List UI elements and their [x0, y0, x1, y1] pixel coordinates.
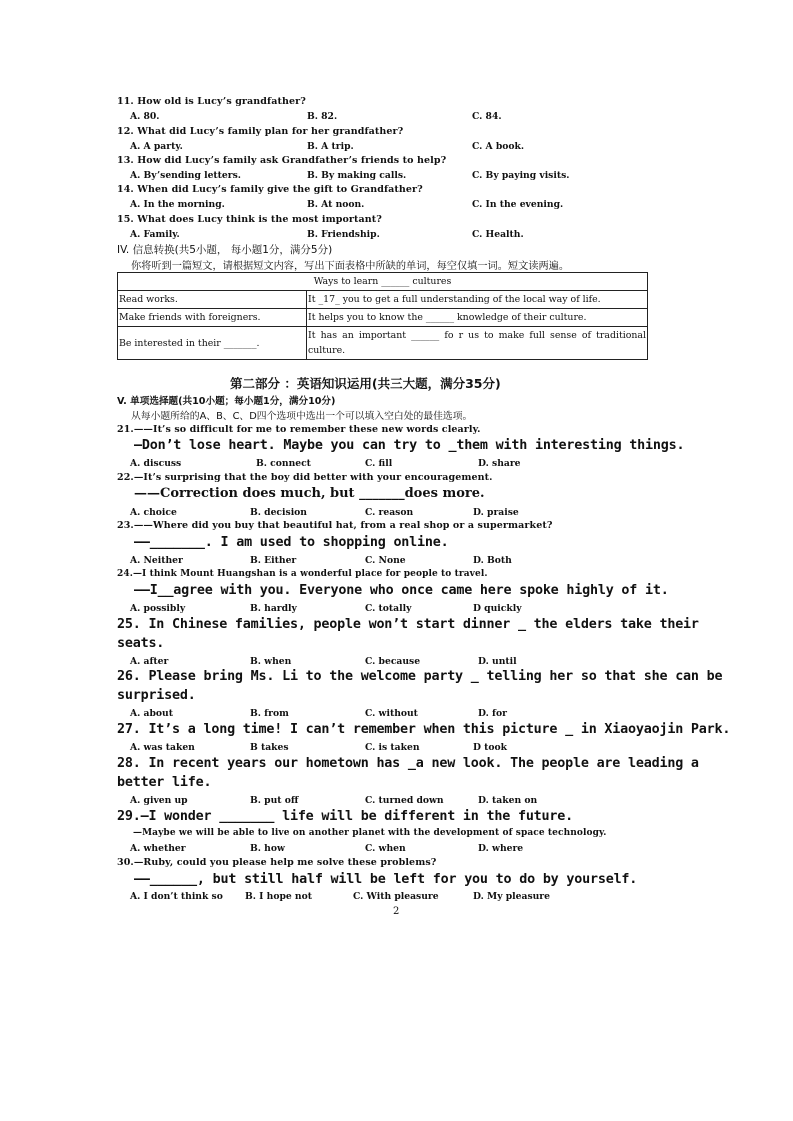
q23-option-a: A. Neither — [130, 555, 183, 566]
question-23-reply: ——_______. I am used to shopping online. — [134, 535, 449, 550]
q30-option-d: D. My pleasure — [473, 891, 550, 902]
q28-option-d: D. taken on — [478, 795, 538, 806]
q22-option-b: B. decision — [250, 507, 307, 518]
q25-option-b: B. when — [250, 656, 292, 667]
table-header-row — [118, 273, 648, 291]
question-15: 15. What does Lucy think is the most important? — [117, 214, 382, 225]
question-27: 27. It’s a long time! I can’t remember when this picture _ in Xiaoyaojin Park. — [117, 722, 731, 737]
q26-option-a: A. about — [130, 708, 173, 719]
q21-option-d: D. share — [478, 458, 521, 469]
question-24-reply: ——I__agree with you. Everyone who once came here spoke highly of it. — [134, 583, 669, 598]
page-number: 2 — [393, 906, 400, 917]
q23-option-b: B. Either — [250, 555, 297, 566]
q27-option-d: D took — [473, 742, 508, 753]
question-11: 11. How old is Lucy’s grandfather? — [117, 96, 306, 107]
table-row — [118, 291, 648, 309]
q26-option-c: C. without — [365, 708, 418, 719]
q24-option-c: C. totally — [365, 603, 412, 614]
q28-option-a: A. given up — [130, 795, 188, 806]
table-row — [118, 327, 648, 360]
q28-option-c: C. turned down — [365, 795, 444, 806]
question-13: 13. How did Lucy’s family ask Grandfather’s friends to help? — [117, 155, 447, 166]
q28-option-b: B. put off — [250, 795, 299, 806]
q13-option-a: A. By’sending letters. — [130, 170, 241, 181]
question-26-line-1: 26. Please bring Ms. Li to the welcome party _ telling her so that she can be — [117, 669, 723, 684]
q25-option-c: C. because — [365, 656, 421, 667]
q30-option-b: B. I hope not — [245, 891, 312, 902]
q14-option-a: A. In the morning. — [130, 199, 225, 210]
table-cell-left: Make friends with foreigners. — [118, 309, 307, 327]
q24-option-a: A. possibly — [130, 603, 186, 614]
table-cell-left: Be interested in their _______. — [118, 327, 307, 360]
q26-option-b: B. from — [250, 708, 289, 719]
question-29-prompt: 29.—I wonder _______ life will be different in the future. — [117, 809, 573, 824]
question-23-prompt: 23.——Where did you buy that beautiful hat, from a real shop or a supermarket? — [117, 520, 553, 531]
q29-option-d: D. where — [478, 843, 524, 854]
question-22-reply: ——Correction does much, but _______does more. — [134, 486, 485, 501]
q22-option-d: D. praise — [473, 507, 519, 518]
info-table — [117, 272, 648, 360]
question-29-reply: —Maybe we will be able to live on another planet with the development of space technology. — [133, 828, 607, 838]
question-25-line-2: seats. — [117, 636, 165, 651]
question-28-line-1: 28. In recent years our hometown has _a new look. The people are leading a — [117, 756, 699, 771]
table-cell-right: It helps you to know the ______ knowledge of their culture. — [307, 309, 648, 327]
q29-option-a: A. whether — [130, 843, 186, 854]
q15-option-a: A. Family. — [130, 229, 180, 240]
question-21-prompt: 21.——It’s so difficult for me to remember these new words clearly. — [117, 424, 481, 435]
q22-option-c: C. reason — [365, 507, 414, 518]
q21-option-a: A. discuss — [130, 458, 182, 469]
table-title: Ways to learn ______ cultures — [118, 273, 648, 291]
q14-option-c: C. In the evening. — [472, 199, 564, 210]
section-5-heading: V. 单项选择题(共10小题；每小题1分，满分10分) — [117, 396, 336, 407]
q30-option-c: C. With pleasure — [353, 891, 439, 902]
q23-option-c: C. None — [365, 555, 406, 566]
q25-option-d: D. until — [478, 656, 517, 667]
q12-option-b: B. A trip. — [307, 141, 354, 152]
q13-option-b: B. By making calls. — [307, 170, 407, 181]
section-4-heading: IV. 信息转换(共5小题， 每小题1分，满分5分) — [117, 244, 333, 256]
q11-option-c: C. 84. — [472, 111, 502, 122]
q15-option-c: C. Health. — [472, 229, 524, 240]
q29-option-c: C. when — [365, 843, 406, 854]
table-cell-right: It has an important ______ fo r us to make full sense of traditional culture. — [307, 327, 648, 360]
question-24-prompt: 24.—I think Mount Huangshan is a wonderful place for people to travel. — [117, 569, 488, 579]
q11-option-a: A. 80. — [130, 111, 160, 122]
table-cell-left: Read works. — [118, 291, 307, 309]
q21-option-c: C. fill — [365, 458, 393, 469]
q12-option-c: C. A book. — [472, 141, 525, 152]
question-30-reply: ——______, but still half will be left for you to do by yourself. — [134, 872, 638, 887]
question-28-line-2: better life. — [117, 775, 212, 790]
section-5-instruction: 从每小题所给的A、B、C、D四个选项中选出一个可以填入空白处的最佳选项。 — [131, 411, 473, 422]
table-cell-right: It _17_ you to get a full understanding of the local way of life. — [307, 291, 648, 309]
question-14: 14. When did Lucy’s family give the gift to Grandfather? — [117, 184, 423, 195]
part-2-heading: 第二部分 ：英语知识运用(共三大题，满分35分) — [230, 376, 501, 391]
section-4-instruction: 你将听到一篇短文，请根据短文内容，写出下面表格中所缺的单词，每空仅填一词。短文读两遍。 — [131, 261, 570, 272]
q15-option-b: B. Friendship. — [307, 229, 380, 240]
table-row — [118, 309, 648, 327]
q27-option-a: A. was taken — [130, 742, 195, 753]
q30-option-a: A. I don’t think so — [130, 891, 223, 902]
q11-option-b: B. 82. — [307, 111, 338, 122]
q24-option-b: B. hardly — [250, 603, 297, 614]
q27-option-c: C. is taken — [365, 742, 420, 753]
q25-option-a: A. after — [130, 656, 169, 667]
question-25-line-1: 25. In Chinese families, people won’t start dinner _ the elders take their — [117, 617, 699, 632]
q21-option-b: B. connect — [256, 458, 311, 469]
question-22-prompt: 22.—It’s surprising that the boy did better with your encouragement. — [117, 472, 493, 483]
q23-option-d: D. Both — [473, 555, 512, 566]
q27-option-b: B takes — [250, 742, 289, 753]
q22-option-a: A. choice — [130, 507, 177, 518]
q26-option-d: D. for — [478, 708, 507, 719]
q12-option-a: A. A party. — [130, 141, 183, 152]
q24-option-d: D quickly — [473, 603, 522, 614]
question-21-reply: —Don’t lose heart. Maybe you can try to _them with interesting things. — [134, 438, 685, 453]
question-12: 12. What did Lucy’s family plan for her grandfather? — [117, 126, 404, 137]
q13-option-c: C. By paying visits. — [472, 170, 570, 181]
q14-option-b: B. At noon. — [307, 199, 365, 210]
q29-option-b: B. how — [250, 843, 285, 854]
question-26-line-2: surprised. — [117, 688, 196, 703]
question-30-prompt: 30.—Ruby, could you please help me solve these problems? — [117, 857, 437, 868]
